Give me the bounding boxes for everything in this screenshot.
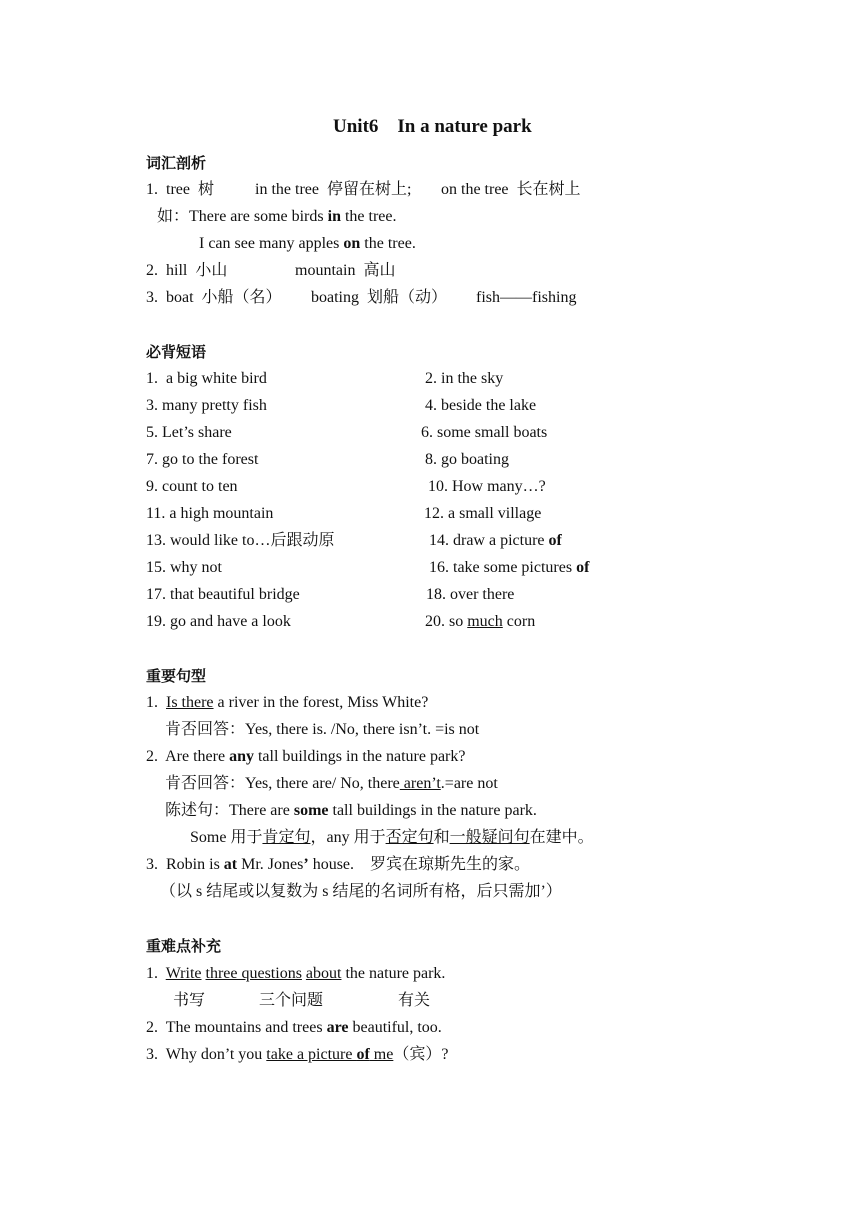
phrase-item: 8. go boating [425,451,509,468]
phrase-item: 1. a big white bird [146,370,267,387]
phrase-item: 17. that beautiful bridge [146,586,300,603]
gloss-write: 书写 [173,992,206,1009]
phrase-item: 12. a small village [424,505,542,522]
phrase-item: 9. count to ten [146,478,238,495]
phrase-item: 18. over there [426,586,515,603]
phrase-item: 10. How many…? [428,478,546,495]
phrase-item: 15. why not [146,559,222,576]
vocab-line-2b: mountain 高山 [295,262,396,279]
sentence-1-answer: 肯否回答：Yes, there is. /No, there isn’t. =is not [165,721,480,738]
phrase-item: 5. Let’s share [146,424,232,441]
phrase-item: 6. some small boats [421,424,548,441]
sentence-2-statement: 陈述句：There are some tall buildings in the nature park. [165,802,537,819]
sentence-2: 2. Are there any tall buildings in the nature park? [146,748,466,765]
page-title: Unit6 In a nature park [333,116,532,137]
vocab-example-2: I can see many apples on the tree. [199,235,416,252]
phrases-heading: 必背短语 [146,343,207,361]
vocab-line-2a: 2. hill 小山 [146,262,228,279]
vocab-heading: 词汇剖析 [146,154,207,172]
extra-item-1: 1. Write three questions about the nature park. [146,965,446,982]
vocab-line-1a: 1. tree 树 [146,181,214,198]
vocab-line-3b: boating 划船（动） [311,289,447,306]
sentences-heading: 重要句型 [146,667,207,685]
extra-item-2: 2. The mountains and trees are beautiful, too. [146,1019,442,1036]
phrase-item: 2. in the sky [425,370,504,387]
phrase-item: 16. take some pictures of [429,559,590,576]
phrase-item: 13. would like to…后跟动原 [146,532,335,549]
phrase-item: 4. beside the lake [425,397,537,414]
sentence-1: 1. Is there a river in the forest, Miss White? [146,694,429,711]
sentence-3-note: （以 s 结尾或以复数为 s 结尾的名词所有格，后只需加’） [160,883,562,900]
phrase-item: 14. draw a picture of [429,532,562,549]
phrase-item: 11. a high mountain [146,505,274,522]
sentence-2-note: Some 用于肯定句，any 用于否定句和一般疑问句在建中。 [190,829,594,846]
vocab-example-1: 如：There are some birds in the tree. [157,208,397,225]
vocab-line-1c: on the tree 长在树上 [441,181,581,198]
phrase-item: 19. go and have a look [146,613,291,630]
vocab-line-3a: 3. boat 小船（名） [146,289,282,306]
phrase-item: 20. so much corn [425,613,536,630]
sentence-2-answer: 肯否回答：Yes, there are/ No, there aren’t.=are not [165,775,498,792]
vocab-line-3c: fish——fishing [476,289,577,306]
gloss-three-questions: 三个问题 [259,992,324,1009]
phrase-item: 7. go to the forest [146,451,259,468]
sentence-3: 3. Robin is at Mr. Jones’ house. 罗宾在琼斯先生的家。 [146,856,531,873]
extra-heading: 重难点补充 [146,937,222,955]
gloss-about: 有关 [398,992,431,1009]
vocab-line-1b: in the tree 停留在树上; [255,181,412,198]
extra-item-3: 3. Why don’t you take a picture of me（宾）? [146,1046,449,1063]
phrase-item: 3. many pretty fish [146,397,267,414]
